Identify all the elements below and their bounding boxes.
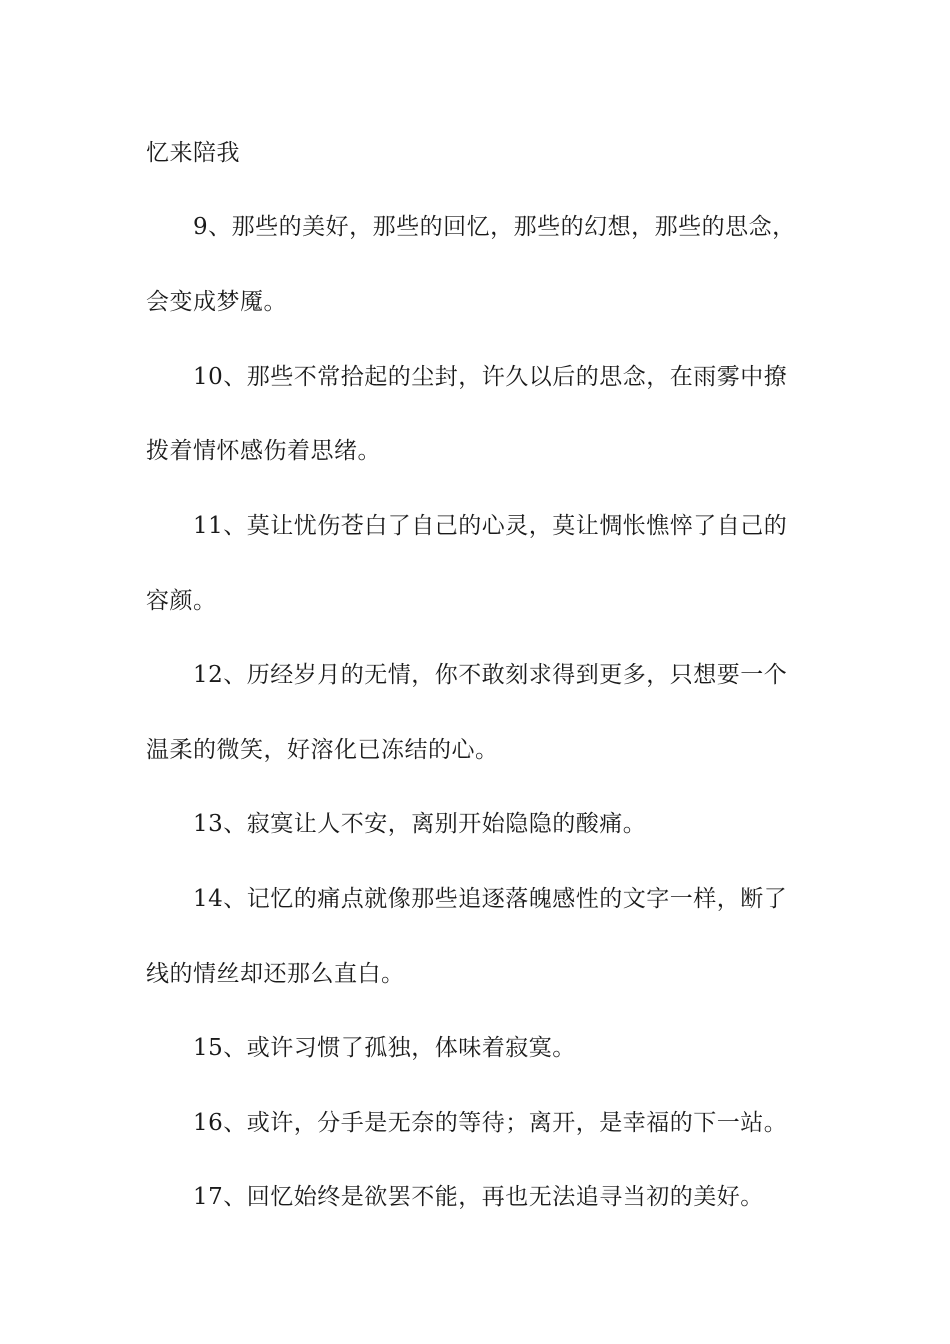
text-line: 15、或许习惯了孤独，体味着寂寞。 <box>193 1035 576 1061</box>
text-line: 会变成梦魇。 <box>146 289 287 315</box>
text-line: 13、寂寞让人不安，离别开始隐隐的酸痛。 <box>193 811 647 837</box>
text-line: 拨着情怀感伤着思绪。 <box>146 438 381 464</box>
text-line: 线的情丝却还那么直白。 <box>146 961 405 987</box>
text-line: 忆来陪我 <box>146 140 240 166</box>
text-line: 14、记忆的痛点就像那些追逐落魄感性的文字一样，断了 <box>193 886 788 912</box>
text-line: 容颜。 <box>146 588 217 614</box>
text-line: 17、回忆始终是欲罢不能，再也无法追寻当初的美好。 <box>193 1184 764 1210</box>
text-line: 11、莫让忧伤苍白了自己的心灵，莫让惆怅憔悴了自己的 <box>193 513 788 539</box>
text-line: 12、历经岁月的无情，你不敢刻求得到更多，只想要一个 <box>193 662 788 688</box>
text-line: 16、或许，分手是无奈的等待；离开，是幸福的下一站。 <box>193 1110 788 1136</box>
text-line: 9、那些的美好，那些的回忆，那些的幻想，那些的思念， <box>193 214 796 240</box>
text-line: 10、那些不常拾起的尘封，许久以后的思念，在雨雾中撩 <box>193 364 788 390</box>
text-line: 温柔的微笑，好溶化已冻结的心。 <box>146 737 499 763</box>
